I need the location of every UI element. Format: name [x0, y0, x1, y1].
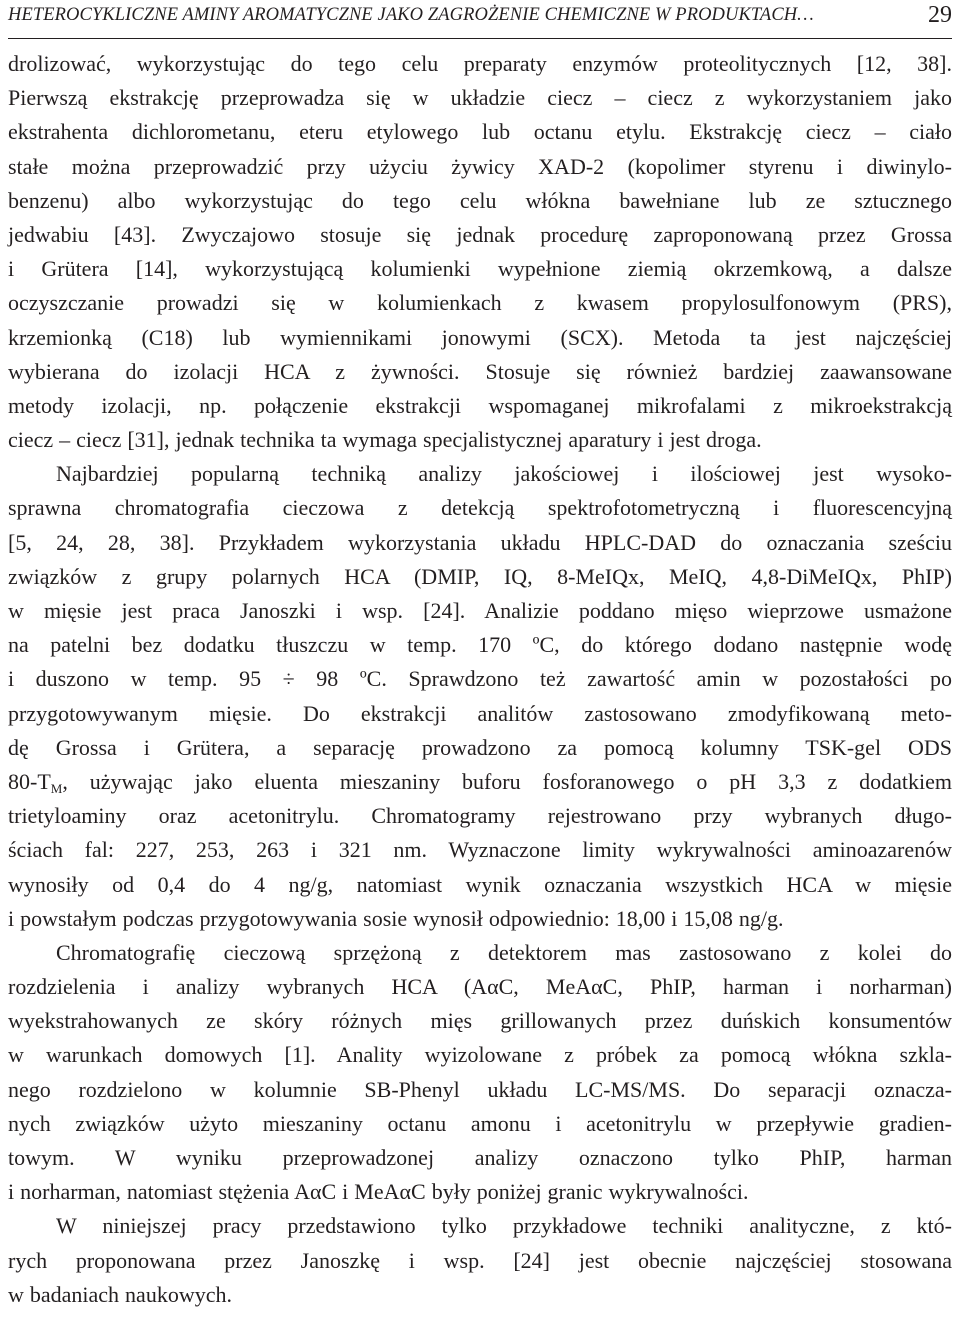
subscript: M [50, 780, 63, 796]
paragraph-2 [8, 457, 952, 936]
text-line: i powstałym podczas przygotowywania sosie wynosił odpowiednio: 18,00 i 15,08 ng/g. [8, 905, 784, 931]
paragraph-4 [8, 1209, 952, 1312]
text-line-with-subscript [8, 765, 952, 799]
text-line: sprawna chromatografia cieczowa z detekcją spektrofotometryczną i fluorescencyjną [8, 495, 952, 521]
text-line: oczyszczanie prowadzi się w kolumienkach z kwasem propylosulfonowym (PRS), [8, 290, 952, 316]
paragraph-1 [8, 47, 952, 457]
text-line: związków z grupy polarnych HCA (DMIP, IQ, 8-MeIQx, MeIQ, 4,8-DiMeIQx, PhIP) [8, 563, 952, 589]
header-rule [8, 38, 952, 39]
text-line: Pierwszą ekstrakcję przeprowadza się w układzie ciecz – ciecz z wykorzystaniem jako [8, 85, 952, 111]
text-line: i norharman, natomiast stężenia AαC i MeAαC były poniżej granic wykrywalności. [8, 1179, 749, 1205]
text-line: w mięsie jest praca Janoszki i wsp. [24]. Analizie poddano mięso wieprzowe usmażone [8, 598, 952, 623]
text-line: rych proponowana przez Janoszkę i wsp. [24] jest obecnie najczęściej stosowana [8, 1247, 952, 1273]
text-line: w warunkach domowych [1]. Anality wyizolowane z próbek za pomocą włókna szkla- [8, 1042, 952, 1068]
text-line: [5, 24, 28, 38]. Przykładem wykorzystania układu HPLC-DAD do oznaczania sześciu [8, 529, 952, 555]
text-line: nego rozdzielono w kolumnie SB-Phenyl układu LC-MS/MS. Do separacji oznacza- [8, 1076, 952, 1102]
text-line: ekstrahenta dichlorometanu, eteru etylowego lub octanu etylu. Ekstrakcję ciecz – ciało [8, 119, 952, 145]
text-line: Chromatografię cieczową sprzężoną z detektorem mas zastosowano z kolei do [56, 939, 952, 965]
text-line: nych związków użyto mieszaniny octanu amonu i acetonitrylu w przepływie gradien- [8, 1110, 952, 1136]
text-line: drolizować, wykorzystując do tego celu preparaty enzymów proteolitycznych [12, 38]. [8, 51, 952, 76]
running-header-title: HETEROCYKLICZNE AMINY AROMATYCZNE JAKO ZAGROŻENIE CHEMICZNE W PRODUKTACH… [8, 5, 814, 25]
text-line: w badaniach naukowych. [8, 1281, 232, 1307]
text-line: krzemionką (C18) lub wymiennikami jonowymi (SCX). Metoda ta jest najczęściej [8, 324, 952, 350]
text-line: wybierana do izolacji HCA z żywności. Stosuje się również bardziej zaawansowane [8, 358, 952, 384]
running-header [8, 2, 952, 32]
text-line: Najbardziej popularną techniką analizy jakościowej i ilościowej jest wysoko- [56, 461, 952, 487]
text-line: towym. W wyniku przeprowadzonej analizy oznaczono tylko PhIP, harman [8, 1145, 952, 1170]
page-number: 29 [928, 2, 952, 28]
text-fragment: , używając jako eluenta mieszaniny buforu fosforanowego o pH 3,3 z dodatkiem [62, 768, 952, 794]
text-fragment: 80-T [8, 768, 51, 794]
body-text [8, 47, 952, 1312]
text-line: ciecz – ciecz [31], jednak technika ta wymaga specjalistycznej aparatury i jest droga. [8, 427, 762, 453]
paragraph-3 [8, 936, 952, 1210]
text-line: wyekstrahowanych ze skóry różnych mięs grillowanych przez duńskich konsumentów [8, 1008, 952, 1034]
text-line: ściach fal: 227, 253, 263 i 321 nm. Wyznaczone limity wykrywalności aminoazarenów [8, 837, 952, 863]
text-line: metody izolacji, np. połączenie ekstrakcji wspomaganej mikrofalami z mikroekstrakcją [8, 392, 952, 418]
text-line: dę Grossa i Grütera, a separację prowadzono za pomocą kolumny TSK-gel ODS [8, 734, 952, 760]
text-line: trietyloaminy oraz acetonitrylu. Chromatogramy rejestrowano przy wybranych długo- [8, 803, 952, 829]
text-line: stałe można przeprowadzić przy użyciu żywicy XAD-2 (kopolimer styrenu i diwinylo- [8, 153, 952, 179]
text-line: i Grütera [14], wykorzystującą kolumienki wypełnione ziemią okrzemkową, a dalsze [8, 256, 952, 282]
document-page [8, 0, 952, 1318]
text-line: benzenu) albo wykorzystując do tego celu włókna bawełniane lub ze sztucznego [8, 187, 952, 213]
text-line: rozdzielenia i analizy wybranych HCA (AαC, MeAαC, PhIP, harman i norharman) [8, 974, 952, 1000]
text-line: przygotowywanym mięsie. Do ekstrakcji analitów zastosowano zmodyfikowaną meto- [8, 700, 952, 726]
text-line: W niniejszej pracy przedstawiono tylko przykładowe techniki analityczne, z któ- [56, 1213, 952, 1239]
text-line: wynosiły od 0,4 do 4 ng/g, natomiast wynik oznaczania wszystkich HCA w mięsie [8, 871, 952, 897]
text-line: i duszono w temp. 95 ÷ 98 ºC. Sprawdzono też zawartość amin w pozostałości po [8, 666, 952, 692]
text-line: jedwabiu [43]. Zwyczajowo stosuje się jednak procedurę zaproponowaną przez Grossa [8, 221, 952, 247]
text-line: na patelni bez dodatku tłuszczu w temp. 170 ºC, do którego dodano następnie wodę [8, 632, 952, 658]
